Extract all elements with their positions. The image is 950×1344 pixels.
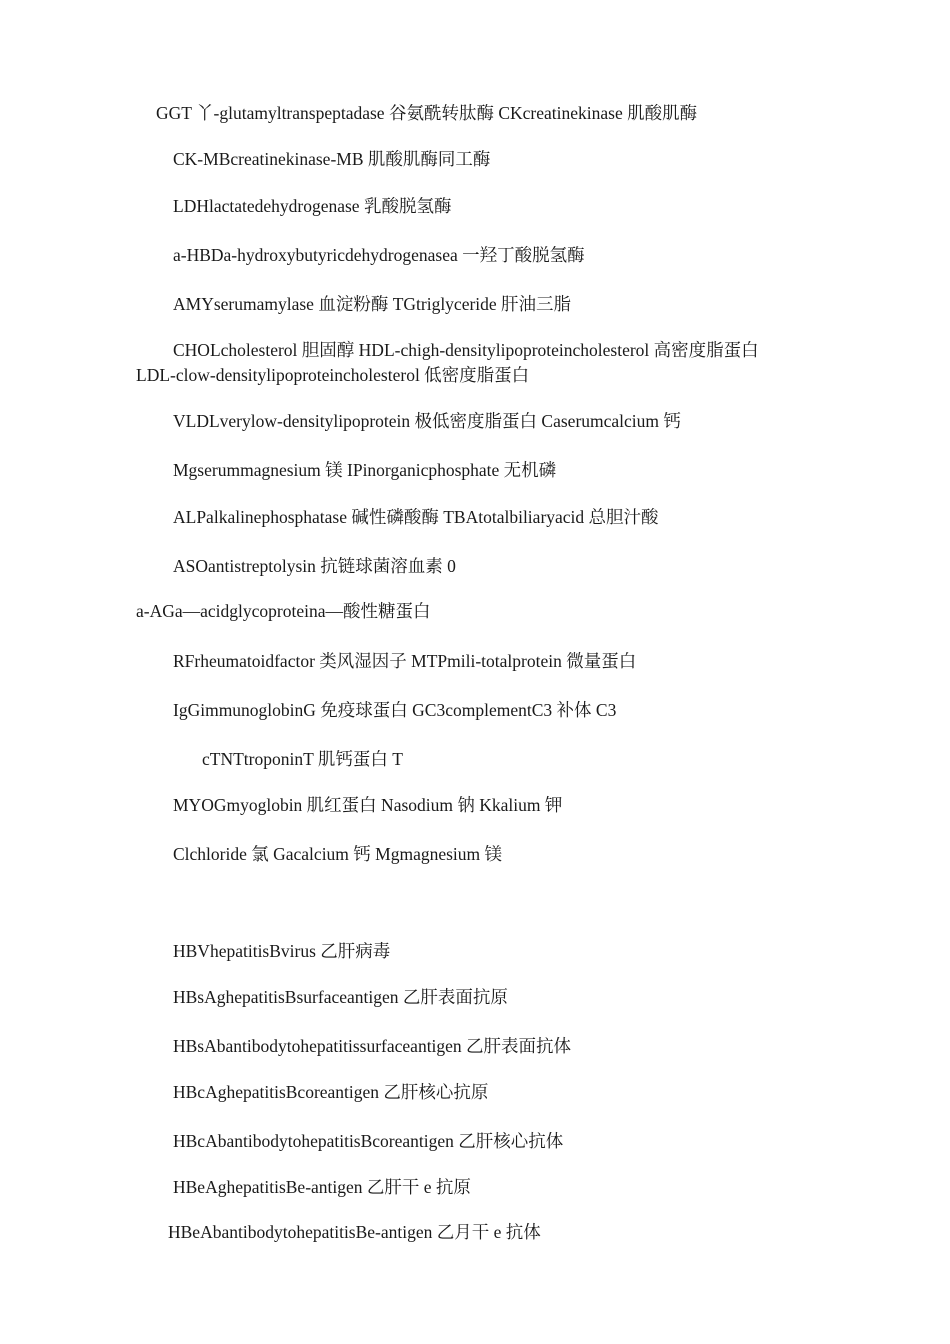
term-line-aag: a-AGa—acidglycoproteina—酸性糖蛋白 [136,601,431,621]
term-line-chol-hdl: CHOLcholesterol 胆固醇 HDL-chigh-densitylipoproteincholesterol 高密度脂蛋白 [173,340,759,360]
term-line-hbv: HBVhepatitisBvirus 乙肝病毒 [173,941,391,961]
term-line-myog-na-k: MYOGmyoglobin 肌红蛋白 Nasodium 钠 Kkalium 钾 [173,795,563,815]
term-line-cl-ga-mg: Clchloride 氯 Gacalcium 钙 Mgmagnesium 镁 [173,844,503,864]
term-line-ggt-ck: GGT 丫-glutamyltranspeptadase 谷氨酰转肽酶 CKcreatinekinase 肌酸肌酶 [156,103,698,123]
term-line-rf-mtp: RFrheumatoidfactor 类风湿因子 MTPmili-totalprotein 微量蛋白 [173,651,637,671]
term-line-ldh: LDHlactatedehydrogenase 乳酸脱氢酶 [173,196,452,216]
term-line-aso: ASOantistreptolysin 抗链球菌溶血素 0 [173,556,456,576]
term-line-mg-ip: Mgserummagnesium 镁 IPinorganicphosphate 无机磷 [173,460,557,480]
term-line-hbsag: HBsAghepatitisBsurfaceantigen 乙肝表面抗原 [173,987,508,1007]
term-line-ckmb: CK-MBcreatinekinase-MB 肌酸肌酶同工酶 [173,149,491,169]
term-line-igg-c3: IgGimmunoglobinG 免疫球蛋白 GC3complementC3 补体 C3 [173,700,617,720]
term-line-hbd: a-HBDa-hydroxybutyricdehydrogenasea 一羟丁酸脱氢酶 [173,245,585,265]
term-line-hbeab: HBeAbantibodytohepatitisBe-antigen 乙月干 e 抗体 [168,1222,541,1242]
term-line-alp-tba: ALPalkalinephosphatase 碱性磷酸酶 TBAtotalbiliaryacid 总胆汁酸 [173,507,659,527]
term-line-amy-tg: AMYserumamylase 血淀粉酶 TGtriglyceride 肝油三脂 [173,294,572,314]
term-line-vldl-ca: VLDLverylow-densitylipoprotein 极低密度脂蛋白 Caserumcalcium 钙 [173,411,681,431]
term-line-ctnt: cTNTtroponinT 肌钙蛋白 T [202,749,403,769]
term-line-hbcab: HBcAbantibodytohepatitisBcoreantigen 乙肝核心抗体 [173,1131,564,1151]
term-line-hbsab: HBsAbantibodytohepatitissurfaceantigen 乙肝表面抗体 [173,1036,572,1056]
term-line-hbcag: HBcAghepatitisBcoreantigen 乙肝核心抗原 [173,1082,489,1102]
term-line-ldl: LDL-clow-densitylipoproteincholesterol 低密度脂蛋白 [136,365,530,385]
term-line-hbeag: HBeAghepatitisBe-antigen 乙肝干 e 抗原 [173,1177,471,1197]
